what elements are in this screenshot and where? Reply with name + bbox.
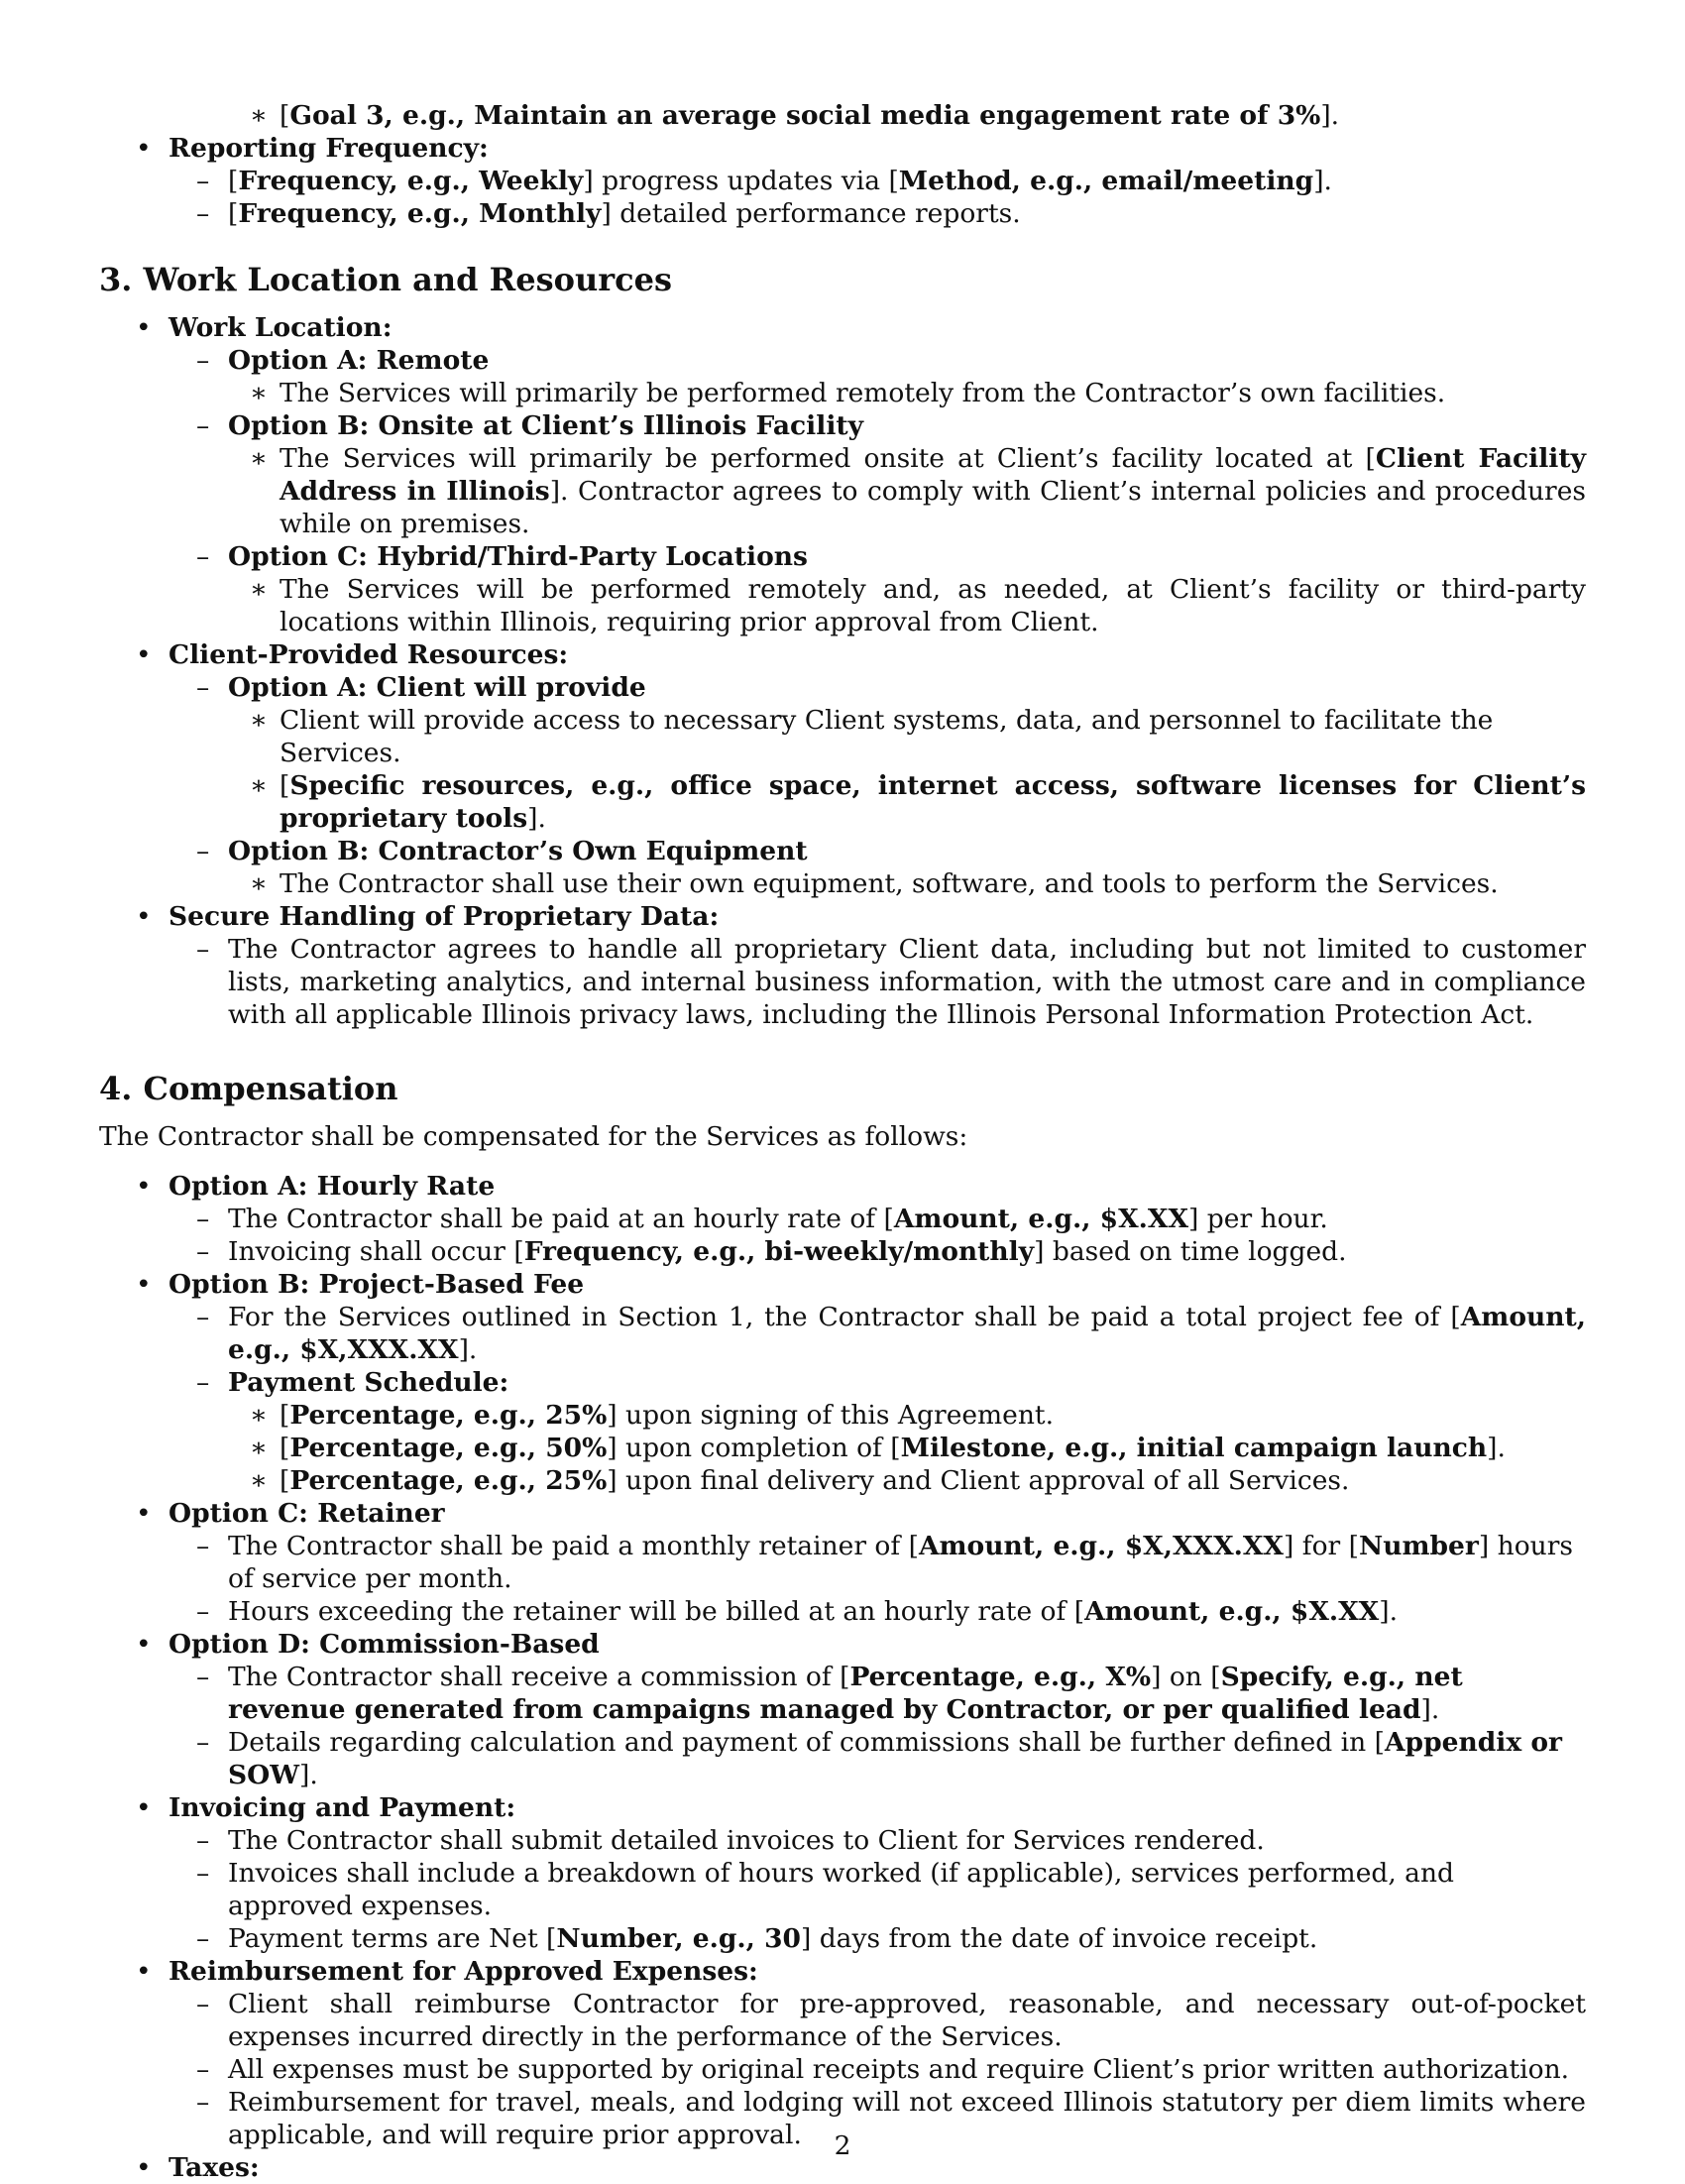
list-item: • Option A: Hourly Rate <box>136 1171 496 1202</box>
list-item: – The Contractor agrees to handle all proprietary Client data, including but not limited to customer lists, marketing analytics, and internal business information, with the utmost care and in compliance with all applicable Illinois privacy laws, including the Illinois Personal Information Protection Act. <box>196 934 1586 1030</box>
dash-bullet: – <box>196 672 210 703</box>
asterisk-bullet: ∗ <box>250 1400 269 1431</box>
asterisk-bullet: ∗ <box>250 574 269 605</box>
list-item: – For the Services outlined in Section 1, the Contractor shall be paid a total project fee of [Amount, e.g., $X,XXX.XX]. <box>196 1302 1586 1365</box>
placeholder-goal3: Goal 3, e.g., Maintain an average social media engagement rate of 3% <box>289 100 1321 131</box>
dash-bullet: – <box>196 1302 210 1332</box>
document-page <box>99 99 1586 2184</box>
list-item: – Option B: Onsite at Client’s Illinois Facility <box>196 410 864 441</box>
list-item: ∗ [Goal 3, e.g., Maintain an average social media engagement rate of 3%]. <box>250 100 1340 131</box>
list-item: • Taxes: <box>136 2152 260 2183</box>
list-item: – [Frequency, e.g., Weekly] progress updates via [Method, e.g., email/meeting]. <box>196 166 1332 196</box>
list-item: ∗ Client will provide access to necessary Client systems, data, and personnel to facilitate the Services. <box>250 705 1494 768</box>
dash-bullet: – <box>196 2054 210 2085</box>
dash-bullet: – <box>196 1662 210 1692</box>
list-item: – Invoicing shall occur [Frequency, e.g., bi-weekly/monthly] based on time logged. <box>196 1236 1347 1267</box>
list-item: – Client shall reimburse Contractor for pre-approved, reasonable, and necessary out-of-pocket expenses incurred directly in the performance of the Services. <box>196 1989 1586 2052</box>
list-item: ∗ [Percentage, e.g., 25%] upon final delivery and Client approval of all Services. <box>250 1465 1350 1496</box>
dash-bullet: – <box>196 1367 210 1398</box>
asterisk-bullet: ∗ <box>250 378 269 408</box>
list-item: – Payment terms are Net [Number, e.g., 30] days from the date of invoice receipt. <box>196 1923 1318 1954</box>
list-item: ∗ The Contractor shall use their own equipment, software, and tools to perform the Services. <box>250 868 1499 899</box>
list-item: – Option A: Remote <box>196 345 490 376</box>
list-item: ∗ The Services will primarily be performed remotely from the Contractor’s own facilities. <box>250 378 1446 408</box>
dash-bullet: – <box>196 166 210 196</box>
list-item: – The Contractor shall receive a commission of [Percentage, e.g., X%] on [Specify, e.g., net revenue generated from campaigns managed by Contractor, or per qualified lead]. <box>196 1662 1463 1725</box>
asterisk-bullet: ∗ <box>250 705 269 736</box>
list-item: • Reimbursement for Approved Expenses: <box>136 1956 758 1987</box>
dash-bullet: – <box>196 198 210 229</box>
list-item: • Reporting Frequency: <box>136 133 489 164</box>
list-item: • Client-Provided Resources: <box>136 639 569 670</box>
list-item: – Option C: Hybrid/Third-Party Locations <box>196 541 808 572</box>
list-item: ∗ [Specific resources, e.g., office space, internet access, software licenses for Client’s proprietary tools]. <box>250 770 1586 834</box>
dash-bullet: – <box>196 345 210 376</box>
bullet-dot: • <box>136 1629 152 1660</box>
dash-bullet: – <box>196 1989 210 2019</box>
asterisk-bullet: ∗ <box>250 1433 269 1463</box>
asterisk-bullet: ∗ <box>250 100 269 131</box>
asterisk-bullet: ∗ <box>250 1465 269 1496</box>
bullet-dot: • <box>136 133 152 164</box>
bullet-dot: • <box>136 1956 152 1987</box>
bullet-dot: • <box>136 1269 152 1300</box>
dash-bullet: – <box>196 410 210 441</box>
list-item: • Invoicing and Payment: <box>136 1792 516 1823</box>
page-number: 2 <box>834 2130 851 2161</box>
section-intro: The Contractor shall be compensated for the Services as follows: <box>99 1121 968 1152</box>
dash-bullet: – <box>196 1596 210 1627</box>
list-item: ∗ [Percentage, e.g., 50%] upon completion of [Milestone, e.g., initial campaign launch]. <box>250 1433 1506 1463</box>
asterisk-bullet: ∗ <box>250 770 269 801</box>
dash-bullet: – <box>196 2087 210 2118</box>
asterisk-bullet: ∗ <box>250 443 269 474</box>
list-item: • Option C: Retainer <box>136 1498 445 1529</box>
dash-bullet: – <box>196 1727 210 1758</box>
list-item: – [Frequency, e.g., Monthly] detailed performance reports. <box>196 198 1021 229</box>
list-item: • Option B: Project-Based Fee <box>136 1269 585 1300</box>
list-item: ∗ The Services will primarily be performed onsite at Client’s facility located at [Client Facility Address in Illinois]. Contractor agrees to comply with Client’s internal policies and procedures while on premises. <box>250 443 1586 539</box>
asterisk-bullet: ∗ <box>250 868 269 899</box>
dash-bullet: – <box>196 836 210 866</box>
list-item: – The Contractor shall be paid at an hourly rate of [Amount, e.g., $X.XX] per hour. <box>196 1204 1328 1234</box>
dash-bullet: – <box>196 1923 210 1954</box>
list-item: – Details regarding calculation and payment of commissions shall be further defined in [Appendix or SOW]. <box>196 1727 1562 1790</box>
dash-bullet: – <box>196 1825 210 1856</box>
list-item: – The Contractor shall submit detailed invoices to Client for Services rendered. <box>196 1825 1265 1856</box>
list-item: • Secure Handling of Proprietary Data: <box>136 901 720 932</box>
bullet-dot: • <box>136 639 152 670</box>
list-item: – Hours exceeding the retainer will be billed at an hourly rate of [Amount, e.g., $X.XX]. <box>196 1596 1399 1627</box>
bullet-dot: • <box>136 901 152 932</box>
dash-bullet: – <box>196 934 210 965</box>
bullet-dot: • <box>136 1792 152 1823</box>
list-item: – All expenses must be supported by original receipts and require Client’s prior written authorization. <box>196 2054 1570 2085</box>
dash-bullet: – <box>196 1204 210 1234</box>
list-item: – Reimbursement for travel, meals, and lodging will not exceed Illinois statutory per diem limits where applicable, and will require prior approval. <box>196 2087 1586 2150</box>
bullet-dot: • <box>136 1171 152 1202</box>
section-heading-compensation: 4. Compensation <box>99 1070 398 1107</box>
dash-bullet: – <box>196 1531 210 1561</box>
list-item: • Work Location: <box>136 312 393 343</box>
list-item: – The Contractor shall be paid a monthly retainer of [Amount, e.g., $X,XXX.XX] for [Number] hours of service per month. <box>196 1531 1573 1594</box>
list-item: • Option D: Commission-Based <box>136 1629 600 1660</box>
bullet-dot: • <box>136 1498 152 1529</box>
list-item: – Option B: Contractor’s Own Equipment <box>196 836 808 866</box>
bullet-dot: • <box>136 312 152 343</box>
dash-bullet: – <box>196 1858 210 1889</box>
dash-bullet: – <box>196 541 210 572</box>
dash-bullet: – <box>196 1236 210 1267</box>
list-item: – Option A: Client will provide <box>196 672 646 703</box>
list-item: ∗ [Percentage, e.g., 25%] upon signing of this Agreement. <box>250 1400 1055 1431</box>
bullet-dot: • <box>136 2152 152 2183</box>
list-item: – Invoices shall include a breakdown of hours worked (if applicable), services performed, and approved expenses. <box>196 1858 1455 1921</box>
list-item: – Payment Schedule: <box>196 1367 509 1398</box>
list-item: ∗ The Services will be performed remotely and, as needed, at Client’s facility or third-party locations within Illinois, requiring prior approval from Client. <box>250 574 1586 637</box>
section-heading-work-location: 3. Work Location and Resources <box>99 261 672 298</box>
